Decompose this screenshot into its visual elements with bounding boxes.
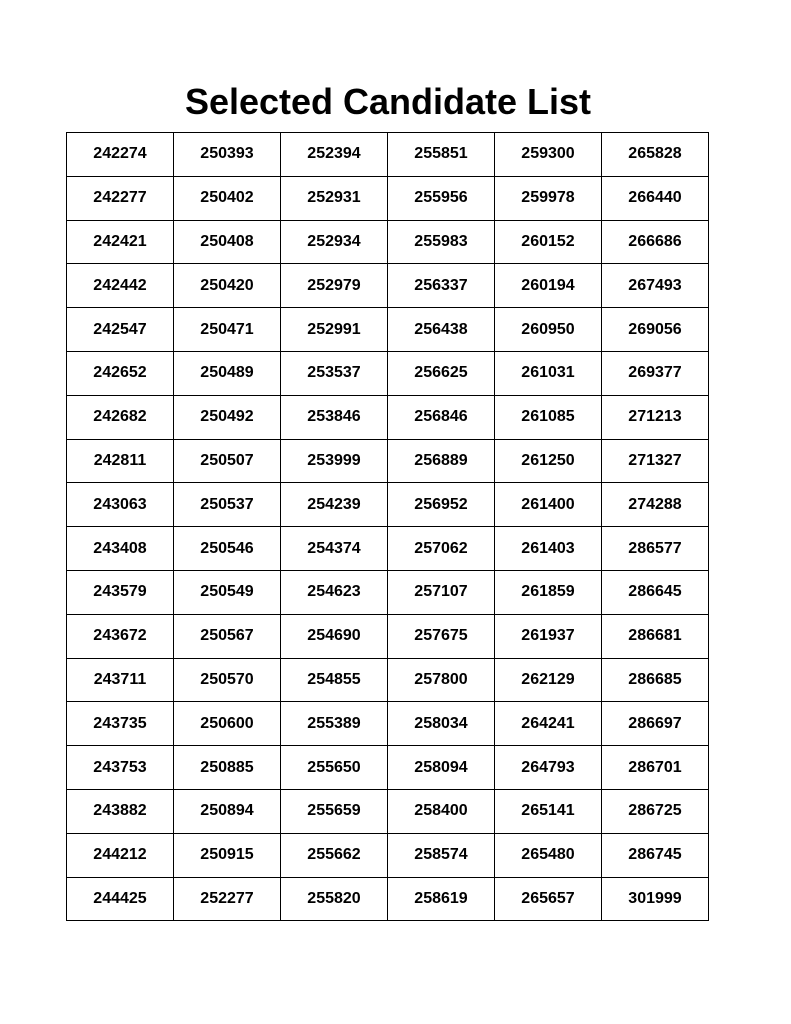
candidate-number-cell: 286725 — [602, 789, 709, 833]
candidate-number-cell: 250546 — [174, 527, 281, 571]
candidate-number-cell: 250567 — [174, 614, 281, 658]
candidate-number-cell: 286745 — [602, 833, 709, 877]
candidate-number-cell: 242277 — [67, 176, 174, 220]
candidate-number-cell: 250537 — [174, 483, 281, 527]
table-row — [67, 833, 709, 877]
candidate-number-cell: 265828 — [602, 133, 709, 177]
candidate-number-cell: 286701 — [602, 746, 709, 790]
candidate-number-cell: 255662 — [281, 833, 388, 877]
table-row — [67, 570, 709, 614]
candidate-number-cell: 254690 — [281, 614, 388, 658]
candidate-number-cell: 250402 — [174, 176, 281, 220]
candidate-number-cell: 264241 — [495, 702, 602, 746]
candidate-number-cell: 255650 — [281, 746, 388, 790]
candidate-number-cell: 269377 — [602, 351, 709, 395]
table-row — [67, 483, 709, 527]
candidate-number-cell: 252277 — [174, 877, 281, 921]
table-row — [67, 308, 709, 352]
candidate-number-cell: 252991 — [281, 308, 388, 352]
candidate-number-cell: 261250 — [495, 439, 602, 483]
candidate-number-cell: 250600 — [174, 702, 281, 746]
candidate-number-cell: 265141 — [495, 789, 602, 833]
table-row — [67, 614, 709, 658]
candidate-number-cell: 250489 — [174, 351, 281, 395]
candidate-number-cell: 257062 — [388, 527, 495, 571]
candidate-number-cell: 253999 — [281, 439, 388, 483]
candidate-number-cell: 244212 — [67, 833, 174, 877]
candidate-number-cell: 254855 — [281, 658, 388, 702]
candidate-number-cell: 257107 — [388, 570, 495, 614]
candidate-number-cell: 243672 — [67, 614, 174, 658]
candidate-number-cell: 243882 — [67, 789, 174, 833]
table-row — [67, 789, 709, 833]
candidate-number-cell: 250549 — [174, 570, 281, 614]
candidate-number-cell: 258619 — [388, 877, 495, 921]
candidate-number-cell: 253537 — [281, 351, 388, 395]
candidate-number-cell: 266686 — [602, 220, 709, 264]
candidate-number-cell: 254239 — [281, 483, 388, 527]
candidate-number-cell: 262129 — [495, 658, 602, 702]
candidate-number-cell: 261937 — [495, 614, 602, 658]
candidate-number-cell: 255389 — [281, 702, 388, 746]
candidate-number-cell: 255956 — [388, 176, 495, 220]
candidate-number-cell: 253846 — [281, 395, 388, 439]
candidate-number-cell: 250420 — [174, 264, 281, 308]
candidate-number-cell: 267493 — [602, 264, 709, 308]
candidate-number-cell: 264793 — [495, 746, 602, 790]
candidate-number-cell: 252394 — [281, 133, 388, 177]
table-row — [67, 133, 709, 177]
table-row — [67, 439, 709, 483]
candidate-number-cell: 260950 — [495, 308, 602, 352]
candidate-number-cell: 261085 — [495, 395, 602, 439]
candidate-number-cell: 242811 — [67, 439, 174, 483]
page-title: Selected Candidate List — [184, 81, 592, 122]
candidate-number-cell: 243753 — [67, 746, 174, 790]
candidate-number-cell: 256337 — [388, 264, 495, 308]
candidate-number-cell: 255659 — [281, 789, 388, 833]
candidate-number-cell: 250471 — [174, 308, 281, 352]
candidate-number-cell: 242547 — [67, 308, 174, 352]
candidate-number-cell: 256889 — [388, 439, 495, 483]
table-row — [67, 220, 709, 264]
candidate-number-cell: 250408 — [174, 220, 281, 264]
table-row — [67, 746, 709, 790]
candidate-number-cell: 286697 — [602, 702, 709, 746]
candidate-number-cell: 243408 — [67, 527, 174, 571]
candidate-number-cell: 243735 — [67, 702, 174, 746]
candidate-number-cell: 252979 — [281, 264, 388, 308]
candidate-table-body — [67, 133, 709, 921]
candidate-number-cell: 266440 — [602, 176, 709, 220]
table-row — [67, 176, 709, 220]
candidate-number-cell: 260194 — [495, 264, 602, 308]
candidate-number-cell: 255820 — [281, 877, 388, 921]
candidate-number-cell: 257675 — [388, 614, 495, 658]
candidate-number-cell: 265480 — [495, 833, 602, 877]
candidate-number-cell: 250570 — [174, 658, 281, 702]
candidate-number-cell: 257800 — [388, 658, 495, 702]
candidate-number-cell: 256625 — [388, 351, 495, 395]
candidate-number-cell: 259978 — [495, 176, 602, 220]
candidate-number-cell: 250894 — [174, 789, 281, 833]
candidate-number-cell: 250885 — [174, 746, 281, 790]
candidate-number-cell: 252934 — [281, 220, 388, 264]
table-row — [67, 658, 709, 702]
table-row — [67, 527, 709, 571]
candidate-number-cell: 301999 — [602, 877, 709, 921]
candidate-number-cell: 243579 — [67, 570, 174, 614]
candidate-number-cell: 260152 — [495, 220, 602, 264]
candidate-number-cell: 286577 — [602, 527, 709, 571]
candidate-number-cell: 271327 — [602, 439, 709, 483]
candidate-number-cell: 250393 — [174, 133, 281, 177]
candidate-number-cell: 242682 — [67, 395, 174, 439]
candidate-number-cell: 286681 — [602, 614, 709, 658]
table-row — [67, 351, 709, 395]
candidate-number-cell: 250507 — [174, 439, 281, 483]
candidate-number-cell: 256438 — [388, 308, 495, 352]
candidate-number-cell: 242652 — [67, 351, 174, 395]
candidate-number-cell: 261031 — [495, 351, 602, 395]
candidate-number-cell: 254374 — [281, 527, 388, 571]
candidate-number-cell: 271213 — [602, 395, 709, 439]
candidate-number-cell: 254623 — [281, 570, 388, 614]
candidate-number-cell: 252931 — [281, 176, 388, 220]
candidate-number-cell: 250915 — [174, 833, 281, 877]
candidate-number-cell: 258574 — [388, 833, 495, 877]
candidate-number-cell: 250492 — [174, 395, 281, 439]
candidate-number-cell: 258034 — [388, 702, 495, 746]
candidate-number-cell: 244425 — [67, 877, 174, 921]
candidate-number-cell: 243063 — [67, 483, 174, 527]
candidate-number-cell: 243711 — [67, 658, 174, 702]
candidate-number-cell: 265657 — [495, 877, 602, 921]
candidate-number-cell: 256952 — [388, 483, 495, 527]
candidate-number-cell: 242274 — [67, 133, 174, 177]
table-row — [67, 395, 709, 439]
candidate-number-cell: 255983 — [388, 220, 495, 264]
candidate-number-cell: 242442 — [67, 264, 174, 308]
candidate-number-cell: 286685 — [602, 658, 709, 702]
candidate-number-cell: 255851 — [388, 133, 495, 177]
candidate-number-cell: 256846 — [388, 395, 495, 439]
candidate-number-cell: 274288 — [602, 483, 709, 527]
table-row — [67, 702, 709, 746]
table-row — [67, 264, 709, 308]
candidate-number-cell: 261859 — [495, 570, 602, 614]
candidate-number-cell: 261403 — [495, 527, 602, 571]
table-row — [67, 877, 709, 921]
candidate-number-cell: 258094 — [388, 746, 495, 790]
candidate-number-cell: 258400 — [388, 789, 495, 833]
candidate-number-cell: 259300 — [495, 133, 602, 177]
candidate-number-cell: 261400 — [495, 483, 602, 527]
candidate-number-cell: 269056 — [602, 308, 709, 352]
candidate-table — [66, 132, 709, 921]
candidate-number-cell: 286645 — [602, 570, 709, 614]
candidate-number-cell: 242421 — [67, 220, 174, 264]
